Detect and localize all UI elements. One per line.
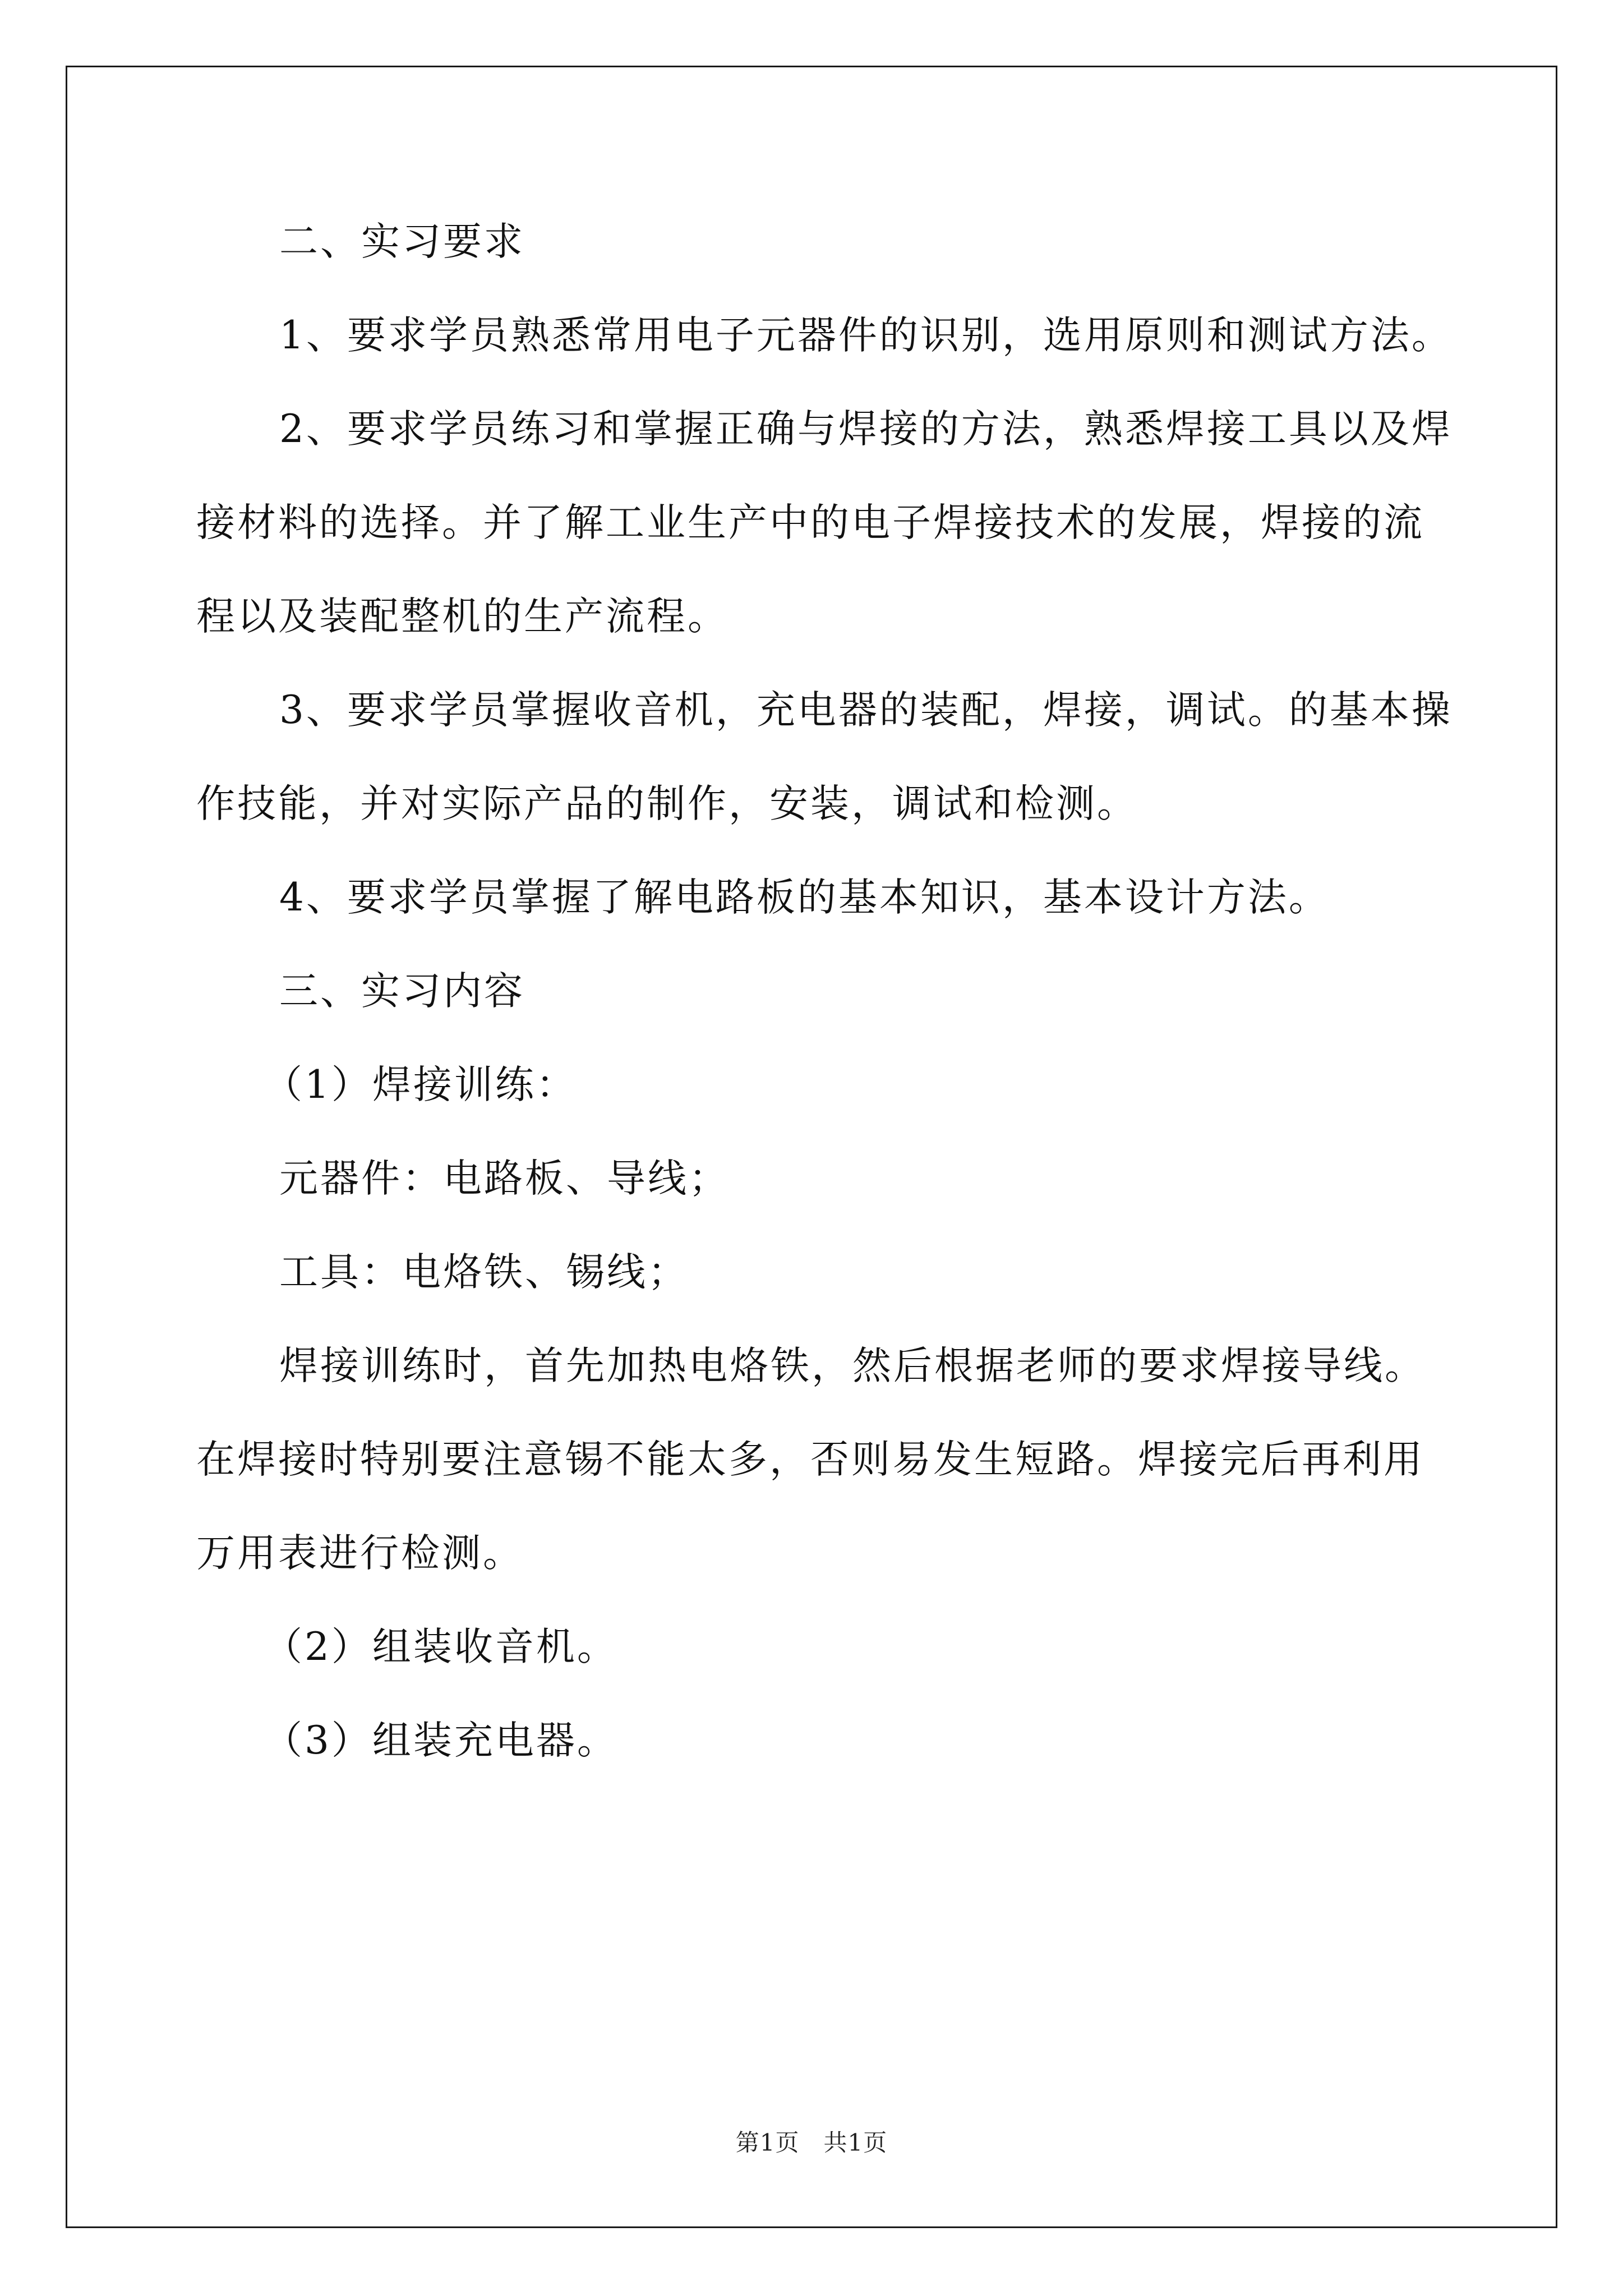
requirement-item-2-line-1: 2、要求学员练习和掌握正确与焊接的方法，熟悉焊接工具以及焊 <box>279 407 1453 452</box>
content-item-1-heading: （1）焊接训练： <box>264 1062 577 1107</box>
requirement-item-1: 1、要求学员熟悉常用电子元器件的识别，选用原则和测试方法。 <box>279 313 1453 358</box>
requirement-item-3-line-1: 3、要求学员掌握收音机，充电器的装配，焊接，调试。的基本操 <box>279 688 1453 733</box>
welding-paragraph-line-1: 焊接训练时，首先加热电烙铁，然后根据老师的要求焊接导线。 <box>279 1343 1426 1388</box>
section-heading-requirements: 二、实习要求 <box>279 219 525 264</box>
content-item-3: （3）组装充电器。 <box>264 1718 618 1763</box>
document-body <box>196 219 1453 1811</box>
welding-paragraph-line-2: 在焊接时特别要注意锡不能太多，否则易发生短路。焊接完后再利用 <box>196 1437 1424 1482</box>
tools-text: 工具：电烙铁、锡线； <box>279 1250 689 1295</box>
requirement-item-4: 4、要求学员掌握了解电路板的基本知识，基本设计方法。 <box>279 875 1330 920</box>
section-heading-content: 三、实习内容 <box>279 969 525 1014</box>
welding-paragraph-line-3: 万用表进行检测。 <box>196 1531 524 1576</box>
page-number-footer: 第1页 共1页 <box>735 2129 888 2156</box>
requirement-item-3-line-2: 作技能，并对实际产品的制作，安装，调试和检测。 <box>196 781 1138 826</box>
requirement-item-2-line-2: 接材料的选择。并了解工业生产中的电子焊接技术的发展，焊接的流 <box>196 500 1424 545</box>
components-text: 元器件：电路板、导线； <box>279 1156 730 1201</box>
content-item-2: （2）组装收音机。 <box>264 1625 618 1669</box>
requirement-item-2-line-3: 程以及装配整机的生产流程。 <box>196 594 728 639</box>
